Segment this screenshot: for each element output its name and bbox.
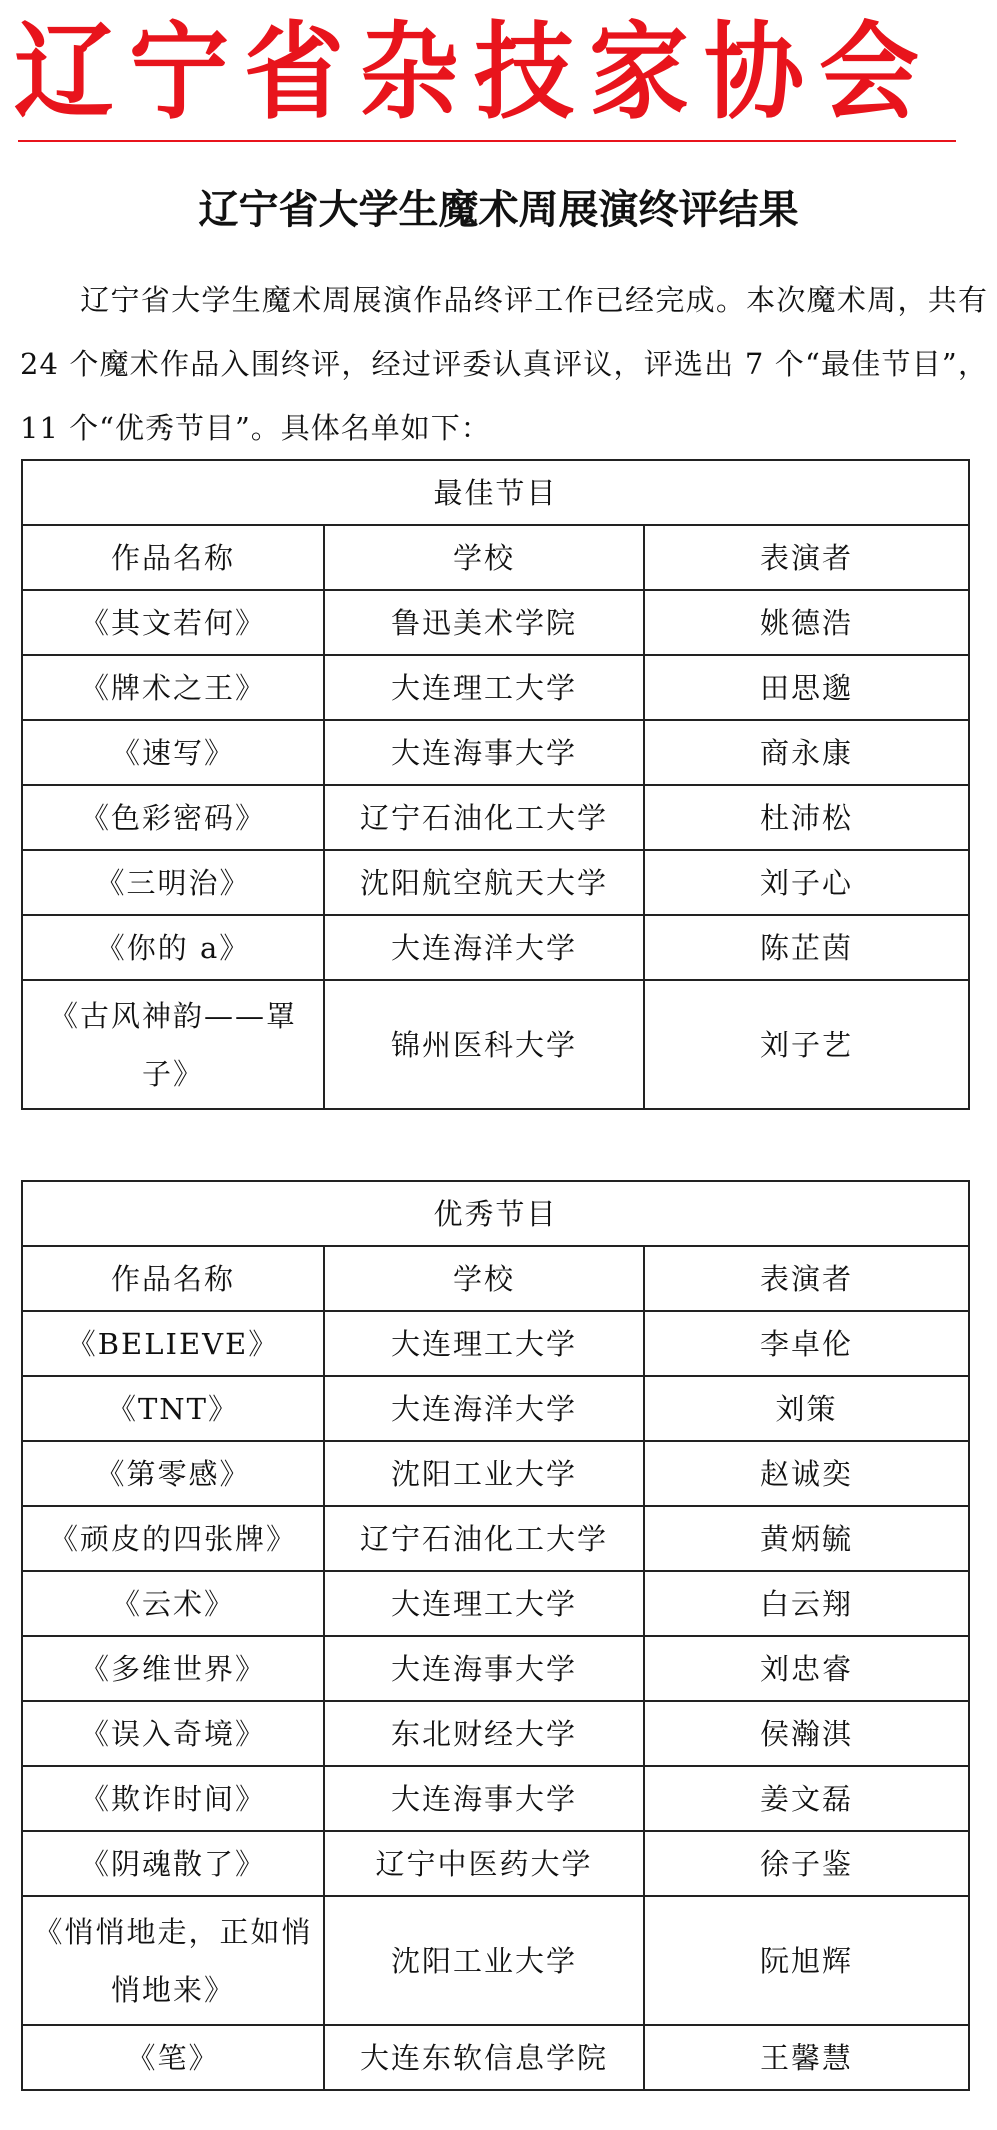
cell-work-name: 《第零感》	[22, 1441, 324, 1506]
letterhead	[14, 10, 954, 138]
cell-work-name: 《误入奇境》	[22, 1701, 324, 1766]
cell-work-name: 《色彩密码》	[22, 785, 324, 850]
cell-school: 辽宁中医药大学	[324, 1831, 644, 1896]
cell-school: 大连海洋大学	[324, 1376, 644, 1441]
table-row	[22, 1831, 969, 1896]
cell-work-name: 《多维世界》	[22, 1636, 324, 1701]
header-work-name: 作品名称	[22, 525, 324, 590]
cell-work-name: 《速写》	[22, 720, 324, 785]
cell-school: 鲁迅美术学院	[324, 590, 644, 655]
cell-performer: 侯瀚淇	[644, 1701, 969, 1766]
cell-work-name: 《其文若何》	[22, 590, 324, 655]
cell-work-name: 《TNT》	[22, 1376, 324, 1441]
letterhead-red-rule	[18, 140, 956, 142]
cell-performer: 刘子艺	[644, 980, 969, 1109]
cell-school: 沈阳工业大学	[324, 1896, 644, 2025]
letterhead-org-name: 辽宁省杂技家协会	[14, 9, 934, 134]
cell-performer: 阮旭辉	[644, 1896, 969, 2025]
cell-work-name: 《你的 a》	[22, 915, 324, 980]
document-title: 辽宁省大学生魔术周展演终评结果	[198, 187, 799, 233]
table-row	[22, 1896, 969, 2025]
cell-performer: 商永康	[644, 720, 969, 785]
header-school: 学校	[324, 525, 644, 590]
intro-paragraph	[20, 268, 988, 460]
cell-work-name: 《三明治》	[22, 850, 324, 915]
cell-school: 沈阳航空航天大学	[324, 850, 644, 915]
table-row	[22, 1571, 969, 1636]
table-caption: 优秀节目	[22, 1181, 969, 1246]
table-caption: 最佳节目	[22, 460, 969, 525]
table-row	[22, 1506, 969, 1571]
table-row	[22, 915, 969, 980]
cell-work-name: 《BELIEVE》	[22, 1311, 324, 1376]
cell-school: 辽宁石油化工大学	[324, 785, 644, 850]
cell-work-name: 《牌术之王》	[22, 655, 324, 720]
cell-performer: 徐子鉴	[644, 1831, 969, 1896]
table-row	[22, 1376, 969, 1441]
cell-school: 大连海洋大学	[324, 915, 644, 980]
header-work-name: 作品名称	[22, 1246, 324, 1311]
cell-school: 大连海事大学	[324, 720, 644, 785]
cell-school: 沈阳工业大学	[324, 1441, 644, 1506]
cell-school: 东北财经大学	[324, 1701, 644, 1766]
cell-performer: 陈芷茵	[644, 915, 969, 980]
cell-performer: 姚德浩	[644, 590, 969, 655]
table-row	[22, 1766, 969, 1831]
cell-school: 大连海事大学	[324, 1766, 644, 1831]
table-row	[22, 655, 969, 720]
cell-performer: 姜文磊	[644, 1766, 969, 1831]
cell-performer: 李卓伦	[644, 1311, 969, 1376]
cell-work-name: 《悄悄地走，正如悄悄地来》	[22, 1896, 324, 2025]
cell-performer: 刘策	[644, 1376, 969, 1441]
header-performer: 表演者	[644, 525, 969, 590]
cell-work-name: 《顽皮的四张牌》	[22, 1506, 324, 1571]
table-row	[22, 980, 969, 1109]
cell-performer: 田思邈	[644, 655, 969, 720]
cell-performer: 赵诚奕	[644, 1441, 969, 1506]
table-row	[22, 2025, 969, 2090]
cell-school: 大连理工大学	[324, 1311, 644, 1376]
cell-work-name: 《古风神韵——罩子》	[22, 980, 324, 1109]
cell-school: 大连理工大学	[324, 655, 644, 720]
table-header-row	[22, 525, 969, 590]
table-header-row	[22, 1246, 969, 1311]
cell-school: 大连东软信息学院	[324, 2025, 644, 2090]
cell-performer: 白云翔	[644, 1571, 969, 1636]
intro-text: 辽宁省大学生魔术周展演作品终评工作已经完成。本次魔术周，共有 24 个魔术作品入围终评，经过评委认真评议，评选出 7 个“最佳节目”，11 个“优秀节目”。具体名单如下：	[20, 283, 988, 445]
header-performer: 表演者	[644, 1246, 969, 1311]
cell-school: 大连理工大学	[324, 1571, 644, 1636]
table-row	[22, 785, 969, 850]
header-school: 学校	[324, 1246, 644, 1311]
best-programs-table	[21, 459, 970, 1110]
cell-work-name: 《欺诈时间》	[22, 1766, 324, 1831]
table-row	[22, 1636, 969, 1701]
cell-school: 大连海事大学	[324, 1636, 644, 1701]
cell-work-name: 《阴魂散了》	[22, 1831, 324, 1896]
table-row	[22, 720, 969, 785]
cell-work-name: 《云术》	[22, 1571, 324, 1636]
cell-performer: 黄炳毓	[644, 1506, 969, 1571]
table-row	[22, 1701, 969, 1766]
table-row	[22, 850, 969, 915]
table-row	[22, 1441, 969, 1506]
table-row	[22, 590, 969, 655]
table-row	[22, 1311, 969, 1376]
cell-performer: 杜沛松	[644, 785, 969, 850]
cell-performer: 刘忠睿	[644, 1636, 969, 1701]
excellent-programs-table	[21, 1180, 970, 2091]
cell-school: 锦州医科大学	[324, 980, 644, 1109]
cell-work-name: 《笔》	[22, 2025, 324, 2090]
cell-performer: 王馨慧	[644, 2025, 969, 2090]
cell-school: 辽宁石油化工大学	[324, 1506, 644, 1571]
cell-performer: 刘子心	[644, 850, 969, 915]
